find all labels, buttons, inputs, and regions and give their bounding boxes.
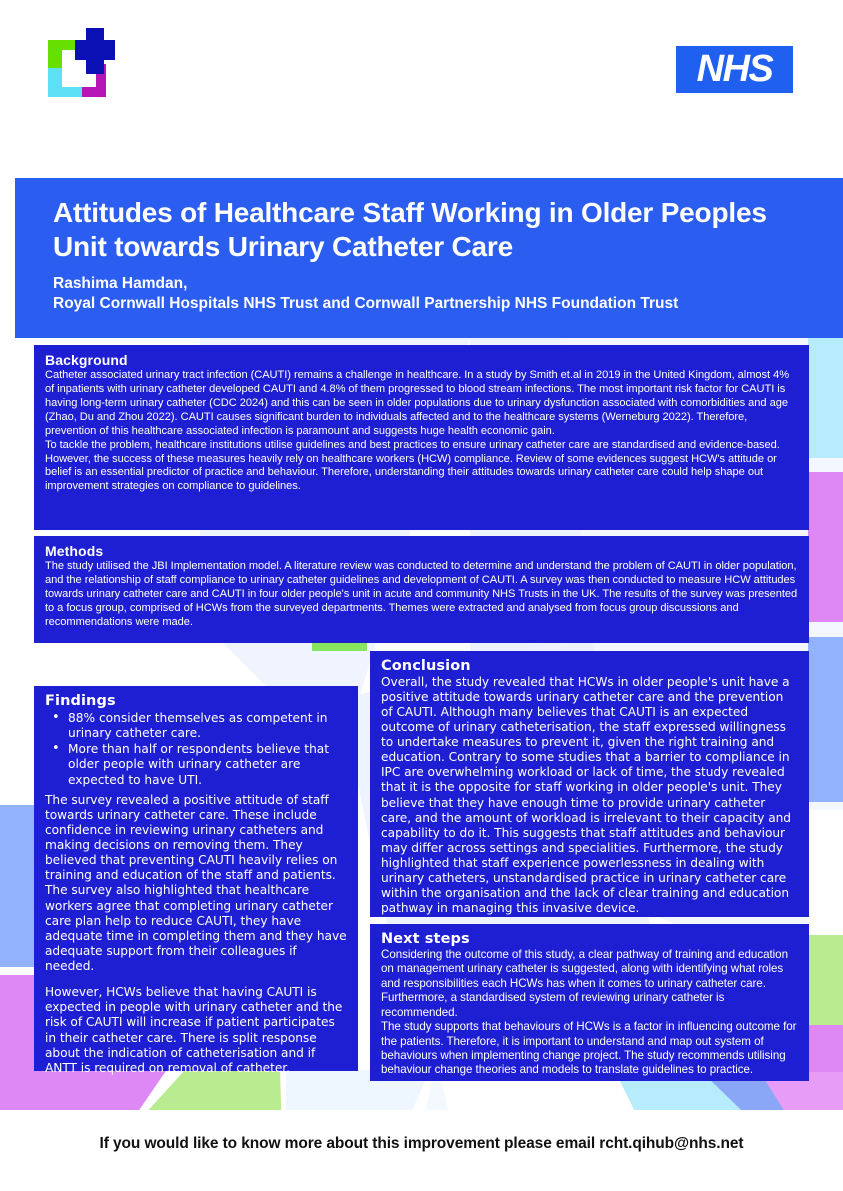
section-methods-paragraph-1: The study utilised the JBI Implementation model. A literature review was conducted to determine and understand the problem of CAUTI in older population, and the relationship of staff compliance to urinary catheter guidelines and development of CAUTI. A survey was then conducted to measure HCW attitudes towards urinary catheter care and CAUTI in four older people's unit in acute and community NHS Trusts in the UK. The results of the survey was presented to a focus group, comprised of HCWs from the surveyed departments. Themes were extracted and analysed from focus group discussions and recommendations were made.: [45, 560, 798, 628]
author-name: Rashima Hamdan,: [53, 275, 188, 293]
section-findings-paragraph-1: The survey revealed a positive attitude of staff towards urinary catheter care. These include confidence in reviewing urinary catheters and making decisions on removing them. They believed that preventing CAUTI heavily relies on training and education of the staff and patients. The survey also highlighted that healthcare workers agree that completing urinary catheter care plan help to reduce CAUTI, they have adequate time in completing them and they have adequate support from their colleagues if needed.: [45, 792, 347, 973]
section-findings-heading: Findings: [45, 693, 116, 709]
section-background-heading: Background: [45, 352, 128, 368]
poster-header: [0, 0, 843, 178]
section-next-steps-paragraph-1: Considering the outcome of this study, a clear pathway of training and education on management urinary catheter is suggested, along with identifying what roles and responsibilities each HCWs has when it comes to urinary catheter care. Furthermore, a standardised system of reviewing urinary catheter is recommended.: [381, 948, 788, 1019]
section-background-paragraph-2: To tackle the problem, healthcare institutions utilise guidelines and best practices to ensure urinary catheter care are standardised and evidence-based. However, the success of these measures heavily rely on healthcare workers (HCW) compliance. Review of some evidences suggest HCW's attitude or belief is an essential predictor of practice and behaviour. Therefore, understanding their attitudes towards urinary catheter care could help shape out improvement strategies on compliance to guidelines.: [45, 438, 780, 493]
title-band: [15, 178, 843, 338]
rcht-logo-icon: [48, 28, 120, 100]
section-next-steps-heading: Next steps: [381, 931, 470, 947]
findings-bullet-list: [45, 711, 347, 788]
section-methods: [34, 536, 809, 643]
section-next-steps: [370, 924, 809, 1081]
section-conclusion-paragraph-1: Overall, the study revealed that HCWs in older people's unit have a positive attitude towards urinary catheter care and the prevention of CAUTI. Although many believes that CAUTI is an expected outcome of urinary catheterisation, the staff expressed willingness to undertake measures to prevent it, given the right training and education. Contrary to some studies that a barrier to compliance in IPC are overwhelming workload or lack of time, the study revealed that it is the opposite for staff working in older people's unit. They believe that they have enough time to provide urinary catheter care, and the amount of workload is irrelevant to their capacity and capability to do it. This suggests that staff attitudes and behaviour may differ across settings and specialities. Furthermore, the study highlighted that staff experience powerlessness in dealing with urinary catheters, unstandardised practice in urinary catheter care within the organisation and the lack of clear training and education pathway in managing this invasive device.: [381, 675, 791, 915]
section-findings-paragraph-2: However, HCWs believe that having CAUTI is expected in people with urinary catheter and the risk of CAUTI will increase if patient participates in their catheter care. There is split response about the indication of catheterisation and if ANTT is required on removal of catheter.: [45, 985, 343, 1075]
list-item: • More than half or respondents believe that older people with urinary catheter are expected to have UTI.: [45, 742, 347, 787]
section-findings: [34, 686, 358, 1075]
nhs-logo-icon: NHS: [676, 46, 793, 93]
footer-contact-text: If you would like to know more about this improvement please email rcht.qihub@nhs.net: [99, 1135, 744, 1152]
section-background: [34, 345, 809, 530]
section-methods-heading: Methods: [45, 543, 104, 559]
section-next-steps-paragraph-2: The study supports that behaviours of HCWs is a factor in influencing outcome for the patients. Therefore, it is important to understand and map out system of behaviours when implementing change project. The study recommends utilising behaviour change theories and models to translate guidelines to practice.: [381, 1020, 797, 1077]
page-title: Attitudes of Healthcare Staff Working in Older Peoples Unit towards Urinary Catheter Care: [53, 197, 767, 263]
section-conclusion: [370, 651, 809, 917]
author-affiliation: Royal Cornwall Hospitals NHS Trust and Cornwall Partnership NHS Foundation Trust: [53, 295, 679, 313]
author-block: [53, 274, 813, 314]
section-background-paragraph-1: Catheter associated urinary tract infection (CAUTI) remains a challenge in healthcare. In a study by Smith et.al in 2019 in the United Kingdom, almost 4% of inpatients with urinary catheter developed CAUTI and 4.8% of them progressed to blood stream infections. The most important risk factor for CAUTI is having long-term urinary catheter (CDC 2024) and this can be seen in older populations due to urinary dysfunction associated with comorbidities and age (Zhao, Du and Zhou 2022). CAUTI causes significant burden to individuals affected and to the healthcare systems (Werneburg 2022). Therefore, prevention of this healthcare associated infection is paramount and suggests huge health economic gain.: [45, 369, 790, 437]
list-item: • 88% consider themselves as competent in urinary catheter care.: [45, 711, 347, 741]
section-conclusion-heading: Conclusion: [381, 658, 471, 674]
